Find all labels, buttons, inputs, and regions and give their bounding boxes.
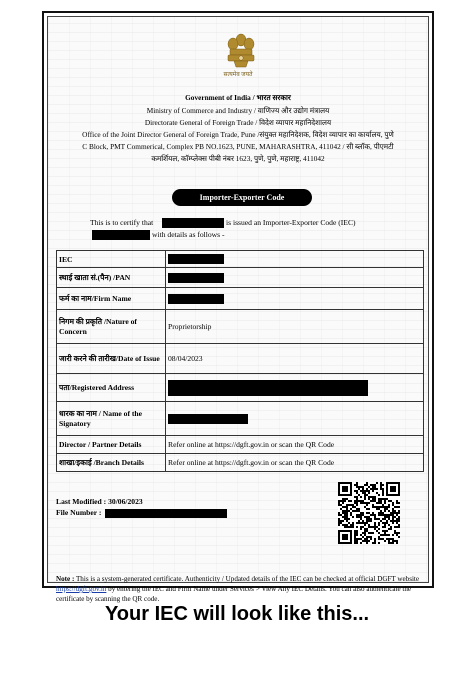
table-row <box>57 288 424 310</box>
field-label: शाखा/इकाई /Branch Details <box>57 454 166 472</box>
redacted-address <box>168 380 368 396</box>
table-row <box>57 436 424 454</box>
field-label: फर्म का नाम/Firm Name <box>57 288 166 310</box>
office-line: Office of the Joint Director General of Foreign Trade, Pune /संयुक्त महानिदेशक, विदेश व्यापार का कार्यालय, पुणे <box>82 130 394 139</box>
field-value <box>166 374 424 402</box>
address-line-hi: कमर्शियल, कॉम्प्लेक्स पीबी नंबर 1623, पुणे, पुणे, महाराष्ट्र, 411042 <box>151 154 325 163</box>
field-label: जारी करने की तारीख/Date of Issue <box>57 344 166 374</box>
field-value: Proprietorship <box>166 310 424 344</box>
field-label: धारक का नाम / Name of the Signatory <box>57 402 166 436</box>
field-label: पता/Registered Address <box>57 374 166 402</box>
redacted-signatory <box>168 414 248 424</box>
field-value <box>166 251 424 268</box>
field-label: Director / Partner Details <box>57 436 166 454</box>
table-row <box>57 454 424 472</box>
redacted-pan <box>168 273 224 283</box>
field-label: IEC <box>57 251 166 268</box>
field-value: Refer online at https://dgft.gov.in or scan the QR Code <box>166 436 424 454</box>
field-value: 08/04/2023 <box>166 344 424 374</box>
certify-line2: with details as follows - <box>152 230 225 239</box>
govt-heading: Government of India / भारत सरकार <box>185 93 291 102</box>
certificate-title: Importer-Exporter Code <box>172 189 312 206</box>
field-label: स्थाई खाता सं.(पैन) /PAN <box>57 268 166 288</box>
emblem-motto: सत्यमेव जयते <box>223 72 253 78</box>
iec-details-table <box>56 250 424 472</box>
redacted-file-number <box>105 509 227 518</box>
caption: Your IEC will look like this... <box>104 603 370 625</box>
certificate-body <box>47 16 429 603</box>
iec-certificate <box>42 11 434 603</box>
table-row <box>57 251 424 268</box>
file-number-label: File Number : <box>56 507 227 518</box>
table-row <box>57 374 424 402</box>
table-row <box>57 402 424 436</box>
table-row <box>57 344 424 374</box>
redacted-firm-name <box>162 218 224 228</box>
table-row <box>57 268 424 288</box>
dgft-link[interactable]: https://dgft.gov.in <box>56 585 107 593</box>
field-value <box>166 402 424 436</box>
address-line-en: C Block, PMT Commerical, Complex PB NO.1623, PUNE, MAHARASHTRA, 411042 / सी ब्लॉक, पीएमटी <box>82 142 394 151</box>
redacted-iec <box>168 254 224 264</box>
redacted-firm-name-cell <box>168 294 224 304</box>
field-value <box>166 268 424 288</box>
table-row <box>57 310 424 344</box>
redacted-firm-name-2 <box>92 230 150 240</box>
modified-block <box>56 496 227 518</box>
note-section: Note : This is a system-generated certificate. Authenticity / Updated details of the IEC can be checked at official DGFT website https://dgft.gov.in by entering the IEC and Firm Name under Services > View Any IEC Details. You can also authenticate the certificate by scanning the QR code. <box>56 575 420 603</box>
field-label: निगम की प्रकृति /Nature of Concern <box>57 310 166 344</box>
qr-code-icon[interactable] <box>338 482 400 544</box>
field-value: Refer online at https://dgft.gov.in or scan the QR Code <box>166 454 424 472</box>
last-modified: Last Modified : 30/06/2023 <box>56 497 143 506</box>
field-value <box>166 288 424 310</box>
certify-end: is issued an Importer-Exporter Code (IEC) <box>226 218 356 227</box>
ministry-line: Ministry of Commerce and Industry / वाणिज्य और उद्योग मंत्रालय <box>146 106 330 115</box>
certify-start: This is to certify that <box>90 218 154 227</box>
directorate-line: Directorate General of Foreign Trade / विदेश व्यापार महानिदेशालय <box>144 118 332 127</box>
